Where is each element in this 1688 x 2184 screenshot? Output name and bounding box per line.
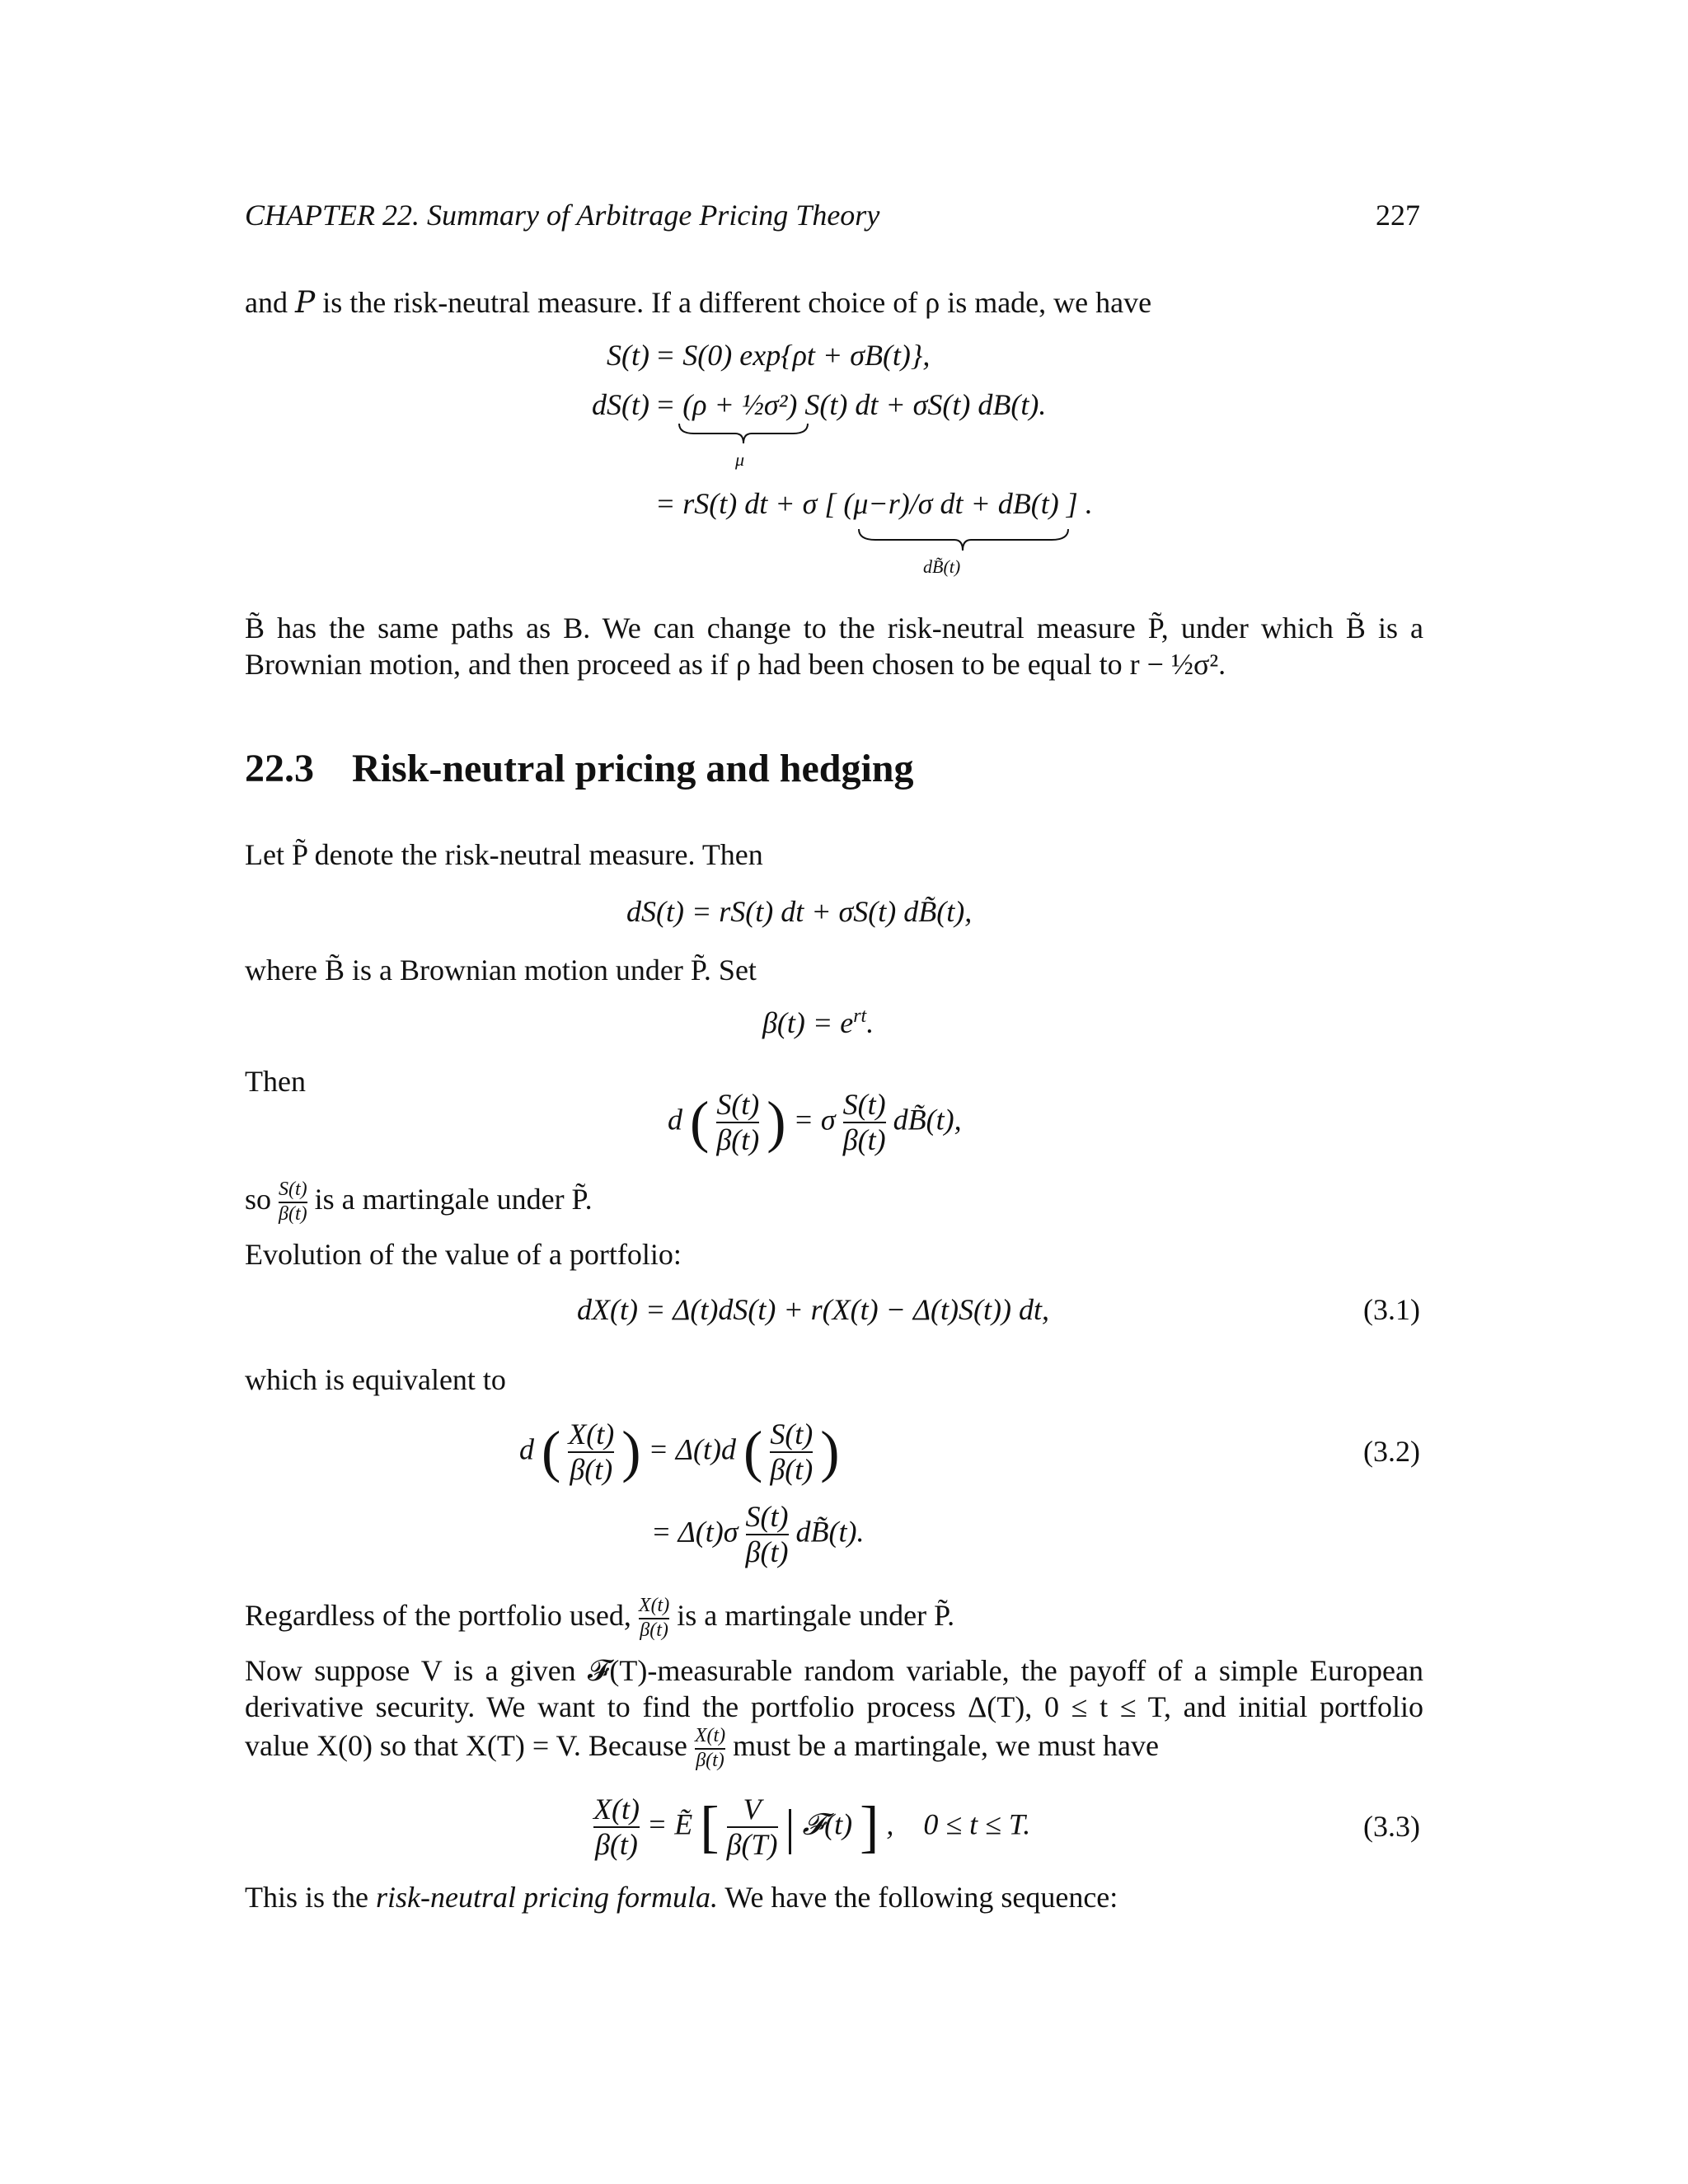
so-word: so	[245, 1182, 272, 1216]
eq32-line2-end: dB̃(t).	[795, 1515, 865, 1549]
eq-s-line2-lhs: dS(t)	[592, 388, 649, 421]
left-paren: (	[690, 1090, 710, 1155]
final-text	[245, 1879, 1423, 1915]
intro-text: and 𝑃 is the risk-neutral measure. If a different choice of ρ is made, we have	[245, 286, 1152, 319]
eq-beta	[762, 1005, 874, 1040]
eq33-tail: , 0 ≤ t ≤ T.	[886, 1807, 1031, 1841]
running-header: CHAPTER 22. Summary of Arbitrage Pricing Theory	[245, 199, 880, 232]
fraction-num: S(t)	[716, 1088, 760, 1121]
eq32-s-fraction	[770, 1418, 813, 1488]
fraction-num: S(t)	[745, 1500, 789, 1533]
eq32-line2-pre: = Δ(t)σ	[651, 1515, 738, 1549]
now-para-line2: derivative security. We want to find the portfolio process Δ(T), 0 ≤ t ≤ T, and initial portfolio	[245, 1690, 1423, 1723]
so-text	[245, 1179, 1423, 1226]
eq-s-line1-lhs: S(t)	[607, 339, 649, 372]
eq-d-equals: = σ	[793, 1103, 836, 1137]
fraction-den: β(t)	[593, 1826, 640, 1862]
regardless-pre: Regardless of the portfolio used,	[245, 1598, 631, 1632]
regardless-text	[245, 1595, 1423, 1642]
eq32-d: d	[519, 1432, 534, 1466]
let-text: Let P̃ denote the risk-neutral measure. Then	[245, 838, 763, 871]
so-rest: is a martingale under P̃.	[314, 1182, 593, 1216]
eq-3-3	[593, 1793, 1030, 1863]
right-bracket: ]	[860, 1795, 879, 1859]
paragraph-paths-line1: B̃ has the same paths as B. We can change to the risk-neutral measure P̃, under which B̃ is a	[245, 612, 1423, 644]
fraction-den: β(t)	[716, 1123, 760, 1157]
now-para-line3	[245, 1725, 1423, 1772]
eq-s-line2-rhs: = (ρ + ½σ²) S(t) dt + σS(t) dB(t).	[655, 388, 1047, 421]
evolution-text: Evolution of the value of a portfolio:	[245, 1238, 682, 1271]
line3-pre: value X(0) so that X(T) = V. Because	[245, 1728, 687, 1762]
eq-d-fraction	[716, 1088, 759, 1158]
fraction-den: β(t)	[640, 1619, 668, 1641]
eq-ds: dS(t) = rS(t) dt + σS(t) dB̃(t),	[626, 895, 973, 928]
eq-3-1: dX(t) = Δ(t)dS(t) + r(X(t) − Δ(t)S(t)) dt,	[577, 1293, 1049, 1326]
eq-d-end: dB̃(t),	[893, 1103, 962, 1137]
page-number: 227	[1376, 199, 1420, 232]
eq-beta-base: β(t) = e	[762, 1006, 854, 1039]
fraction-num: S(t)	[279, 1179, 307, 1200]
eq-beta-exponent: rt	[853, 1005, 867, 1027]
fraction-num: S(t)	[770, 1418, 814, 1451]
fraction-num: S(t)	[842, 1088, 886, 1121]
final-italic: risk-neutral pricing formula.	[376, 1881, 718, 1914]
fraction-num: X(t)	[638, 1595, 670, 1616]
then-text: Then	[245, 1065, 306, 1098]
eq-d-fraction-2	[843, 1088, 886, 1158]
fraction-den: β(t)	[770, 1453, 814, 1487]
left-paren: (	[542, 1420, 561, 1484]
fraction-den: β(t)	[745, 1535, 789, 1569]
eq-3-2-line2	[651, 1500, 864, 1570]
mu-label: μ	[735, 449, 745, 470]
fraction-den: β(t)	[842, 1123, 886, 1157]
regardless-rest: is a martingale under P̃.	[677, 1598, 955, 1632]
left-paren: (	[743, 1420, 763, 1484]
final-pre: This is the	[245, 1881, 368, 1914]
eq-d-d: d	[668, 1103, 682, 1137]
eq32-line2-fraction	[746, 1500, 789, 1570]
so-fraction	[279, 1179, 307, 1226]
fraction-den: β(T)	[726, 1828, 778, 1862]
section-title: Risk-neutral pricing and hedging	[352, 747, 914, 790]
eq33-lhs-fraction	[593, 1793, 640, 1863]
paragraph-paths-line2: Brownian motion, and then proceed as if ρ had been chosen to be equal to r − ½σ².	[245, 648, 1226, 681]
eq-s-line1-rhs: = S(0) exp{ρt + σB(t)},	[655, 339, 931, 372]
now-para-line1: Now suppose V is a given 𝓕(T)-measurable random variable, the payoff of a simple European	[245, 1654, 1423, 1687]
conditional-bar: |	[785, 1799, 795, 1854]
eq-3-2-line1	[519, 1418, 840, 1488]
left-bracket: [	[700, 1795, 720, 1859]
fraction-den: β(t)	[279, 1202, 307, 1225]
eq-number-3-2: (3.2)	[1363, 1435, 1420, 1468]
fraction-num: X(t)	[593, 1793, 640, 1825]
db-tilde-label: dB̃(t)	[923, 556, 961, 577]
where-text: where B̃ is a Brownian motion under P̃. Set	[245, 954, 757, 987]
fraction-num: X(t)	[568, 1418, 615, 1451]
eq33-equals-e: = Ẽ	[646, 1807, 693, 1841]
section-number: 22.3	[245, 747, 314, 790]
eq-number-3-1: (3.1)	[1363, 1293, 1420, 1326]
fraction-num: V	[743, 1793, 762, 1825]
mu-underbrace	[678, 422, 809, 447]
final-post: We have the following sequence:	[724, 1881, 1118, 1914]
fraction-den: β(t)	[696, 1749, 724, 1771]
right-paren: )	[820, 1420, 840, 1484]
equiv-text: which is equivalent to	[245, 1363, 506, 1396]
fraction-num: X(t)	[694, 1725, 726, 1746]
fraction-den: β(t)	[568, 1451, 614, 1487]
eq-beta-end: .	[866, 1006, 874, 1039]
section-heading	[245, 746, 913, 791]
line3-post: must be a martingale, we must have	[733, 1728, 1160, 1762]
eq-s-line3: = rS(t) dt + σ [ (μ−r)/σ dt + dB(t) ] .	[655, 487, 1093, 520]
eq33-condition: 𝓕(t)	[802, 1807, 853, 1841]
eq-d-s-over-beta	[668, 1088, 962, 1158]
right-paren: )	[767, 1090, 786, 1155]
db-underbrace	[857, 527, 1071, 554]
line3-fraction	[695, 1725, 725, 1772]
eq-number-3-3: (3.3)	[1363, 1810, 1420, 1843]
right-paren: )	[621, 1420, 641, 1484]
eq32-mid: = Δ(t)d	[648, 1432, 736, 1466]
regardless-fraction	[639, 1595, 669, 1642]
eq33-inner-fraction	[727, 1793, 778, 1863]
eq32-x-fraction	[568, 1418, 614, 1488]
